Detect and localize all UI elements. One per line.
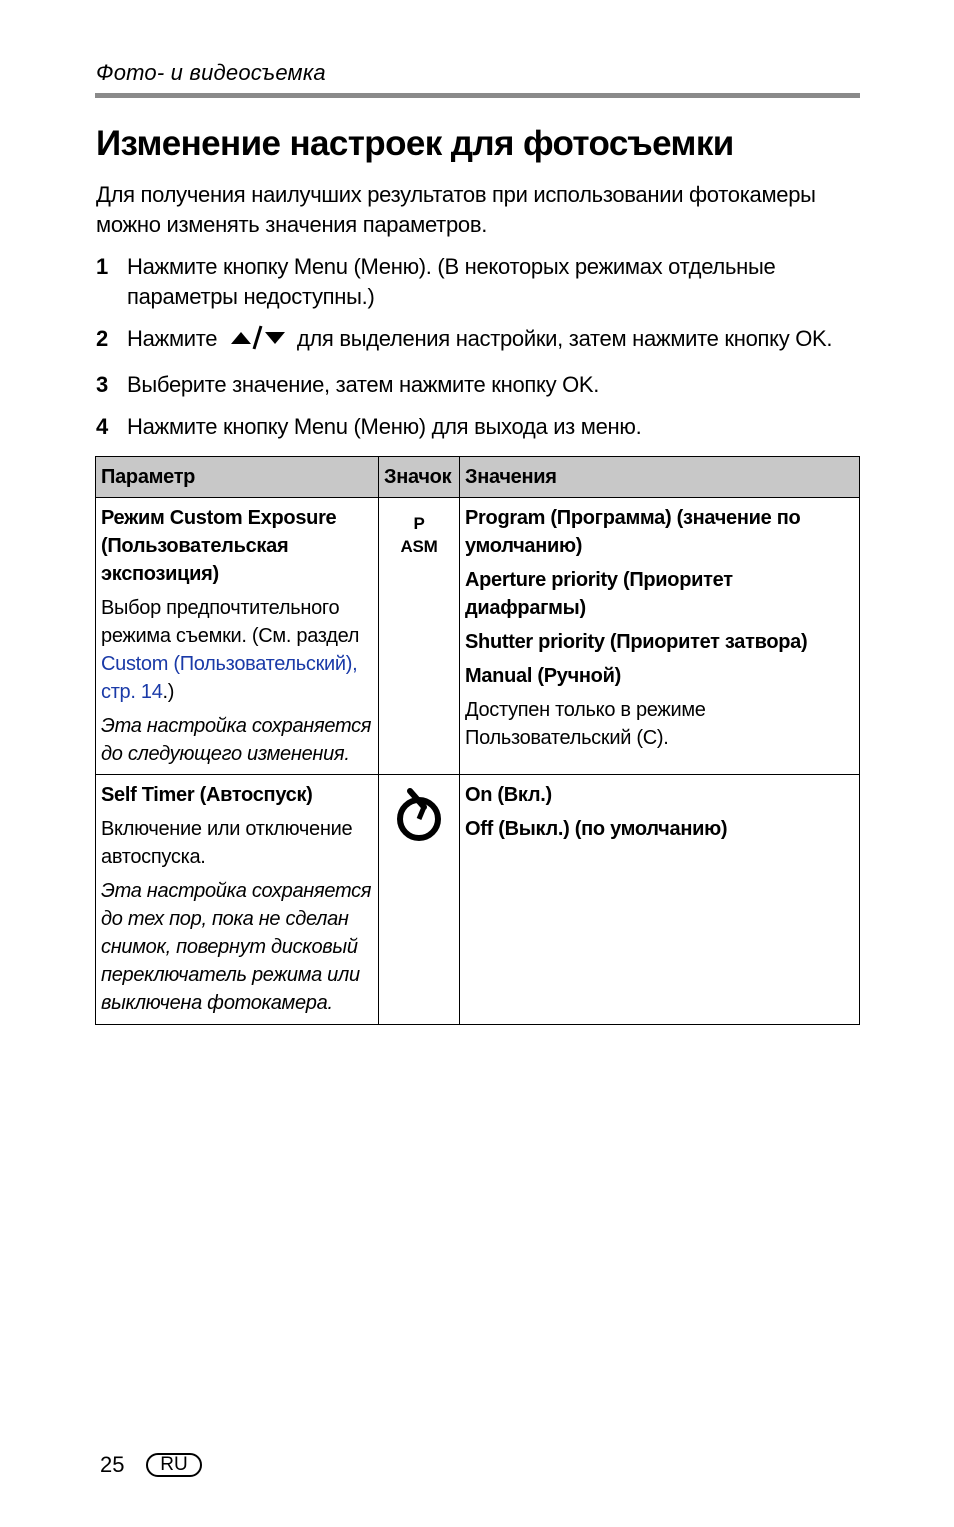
step-number: 1 — [96, 254, 108, 279]
table-row — [96, 498, 860, 775]
step-1 — [96, 252, 856, 312]
table-row — [96, 775, 860, 1025]
page-number: 25 — [100, 1452, 125, 1477]
up-down-arrows-icon — [229, 324, 287, 358]
step-3 — [96, 370, 856, 400]
step-number: 3 — [96, 372, 108, 397]
values-note: Доступен только в режиме Пользовательский (C). — [465, 699, 706, 749]
step-number: 2 — [96, 326, 108, 351]
step-text: для выделения настройки, затем нажмите кнопку OK. — [296, 326, 833, 351]
values-cell — [460, 775, 860, 1025]
mode-dial-icon: P ASM — [400, 514, 438, 556]
param-description: Включение или отключение автоспуска. — [101, 818, 353, 868]
table-header-row — [96, 457, 860, 498]
param-note: Эта настройка сохраняется до следующего изменения. — [101, 715, 372, 765]
values-cell — [460, 498, 860, 775]
icon-cell — [379, 498, 460, 775]
step-number: 4 — [96, 414, 108, 439]
step-text: Выберите значение, затем нажмите кнопку OK. — [127, 372, 600, 397]
intro-paragraph: Для получения наилучших результатов при использовании фотокамеры можно изменять значения параметров. — [96, 182, 816, 237]
param-title: Self Timer (Автоспуск) — [101, 784, 313, 806]
step-4 — [96, 412, 856, 442]
header-values: Значения — [460, 457, 860, 498]
page-title: Изменение настроек для фотосъемки — [96, 124, 734, 163]
step-text: Нажмите кнопку Menu (Меню). (В некоторых режимах отдельные параметры недоступны.) — [127, 254, 776, 309]
self-timer-icon — [384, 781, 454, 849]
step-text: Нажмите — [127, 326, 218, 351]
param-title: Режим Custom Exposure (Пользовательская экспозиция) — [101, 507, 337, 585]
icon-cell — [379, 775, 460, 1025]
language-badge: RU — [146, 1453, 202, 1477]
value-option: Shutter priority (Приоритет затвора) — [465, 631, 808, 653]
param-cell — [96, 775, 379, 1025]
cross-reference-link[interactable]: Custom (Пользовательский), стр. 14 — [101, 653, 358, 703]
settings-table — [95, 456, 860, 1025]
step-text: Нажмите кнопку Menu (Меню) для выхода из меню. — [127, 414, 642, 439]
header-divider — [95, 93, 860, 98]
param-description: Выбор предпочтительного режима съемки. (См. раздел Custom (Пользовательский), стр. 14.) — [101, 597, 360, 703]
step-2 — [96, 324, 856, 358]
value-option: On (Вкл.) — [465, 784, 552, 806]
value-option: Aperture priority (Приоритет диафрагмы) — [465, 569, 733, 619]
steps-list — [96, 252, 856, 454]
param-cell — [96, 498, 379, 775]
header-icon: Значок — [379, 457, 460, 498]
param-note: Эта настройка сохраняется до тех пор, пока не сделан снимок, повернут дисковый переключатель режима или выключена фотокамера. — [101, 880, 372, 1014]
header-param: Параметр — [96, 457, 379, 498]
value-option: Off (Выкл.) (по умолчанию) — [465, 818, 728, 840]
section-header: Фото- и видеосъемка — [96, 60, 326, 85]
value-option: Program (Программа) (значение по умолчанию) — [465, 507, 801, 557]
value-option: Manual (Ручной) — [465, 665, 621, 687]
